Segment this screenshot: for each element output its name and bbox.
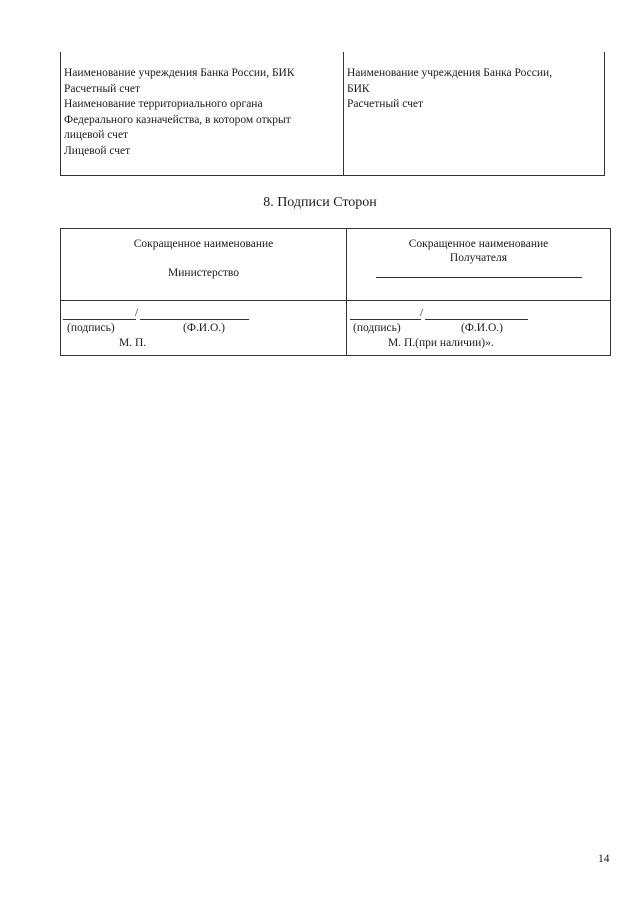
ministry-name: Министерство bbox=[168, 267, 239, 279]
ministry-name-cell bbox=[61, 229, 347, 300]
signature-blank bbox=[63, 319, 136, 320]
signatures-table bbox=[60, 228, 611, 356]
stamp-label: М. П. bbox=[119, 337, 147, 349]
bank-detail-line: Наименование территориального органа bbox=[64, 98, 263, 110]
recipient-bank-details-cell bbox=[344, 52, 604, 175]
fio-caption: (Ф.И.О.) bbox=[183, 322, 225, 334]
bank-detail-line: Федерального казначейства, в котором открыт bbox=[64, 113, 291, 126]
bank-detail-line: БИК bbox=[347, 82, 370, 95]
short-name-label: Сокращенное наименование bbox=[133, 238, 274, 250]
bank-detail-line: Лицевой счет bbox=[64, 144, 131, 157]
recipient-name-label: Получателя bbox=[449, 252, 508, 264]
signature-separator: / bbox=[420, 307, 424, 319]
bank-detail-line: Наименование учреждения Банка России, bbox=[347, 67, 553, 79]
bank-details-table bbox=[60, 52, 605, 176]
ministry-signature-cell bbox=[61, 301, 347, 355]
short-name-label: Сокращенное наименование bbox=[408, 238, 549, 250]
signature-blank bbox=[350, 319, 421, 320]
signature-separator: / bbox=[135, 307, 139, 319]
bank-detail-line: лицевой счет bbox=[64, 129, 129, 141]
fio-blank bbox=[425, 319, 528, 320]
page-number: 14 bbox=[598, 853, 610, 865]
ministry-bank-details-cell bbox=[61, 52, 344, 175]
signature-row bbox=[61, 301, 610, 355]
recipient-name-blank bbox=[376, 277, 582, 278]
signature-caption: (подпись) bbox=[353, 322, 401, 334]
party-names-row bbox=[61, 229, 610, 301]
recipient-name-cell bbox=[347, 229, 610, 300]
bank-detail-line: Расчетный счет bbox=[347, 98, 423, 110]
section-title: 8. Подписи Сторон bbox=[263, 195, 377, 210]
recipient-signature-cell bbox=[347, 301, 610, 355]
stamp-label: М. П.(при наличии)». bbox=[388, 337, 494, 349]
fio-caption: (Ф.И.О.) bbox=[461, 322, 503, 334]
fio-blank bbox=[140, 319, 249, 320]
signature-caption: (подпись) bbox=[67, 322, 115, 334]
bank-detail-line: Расчетный счет bbox=[64, 82, 140, 95]
bank-detail-line: Наименование учреждения Банка России, БИК bbox=[64, 67, 295, 79]
